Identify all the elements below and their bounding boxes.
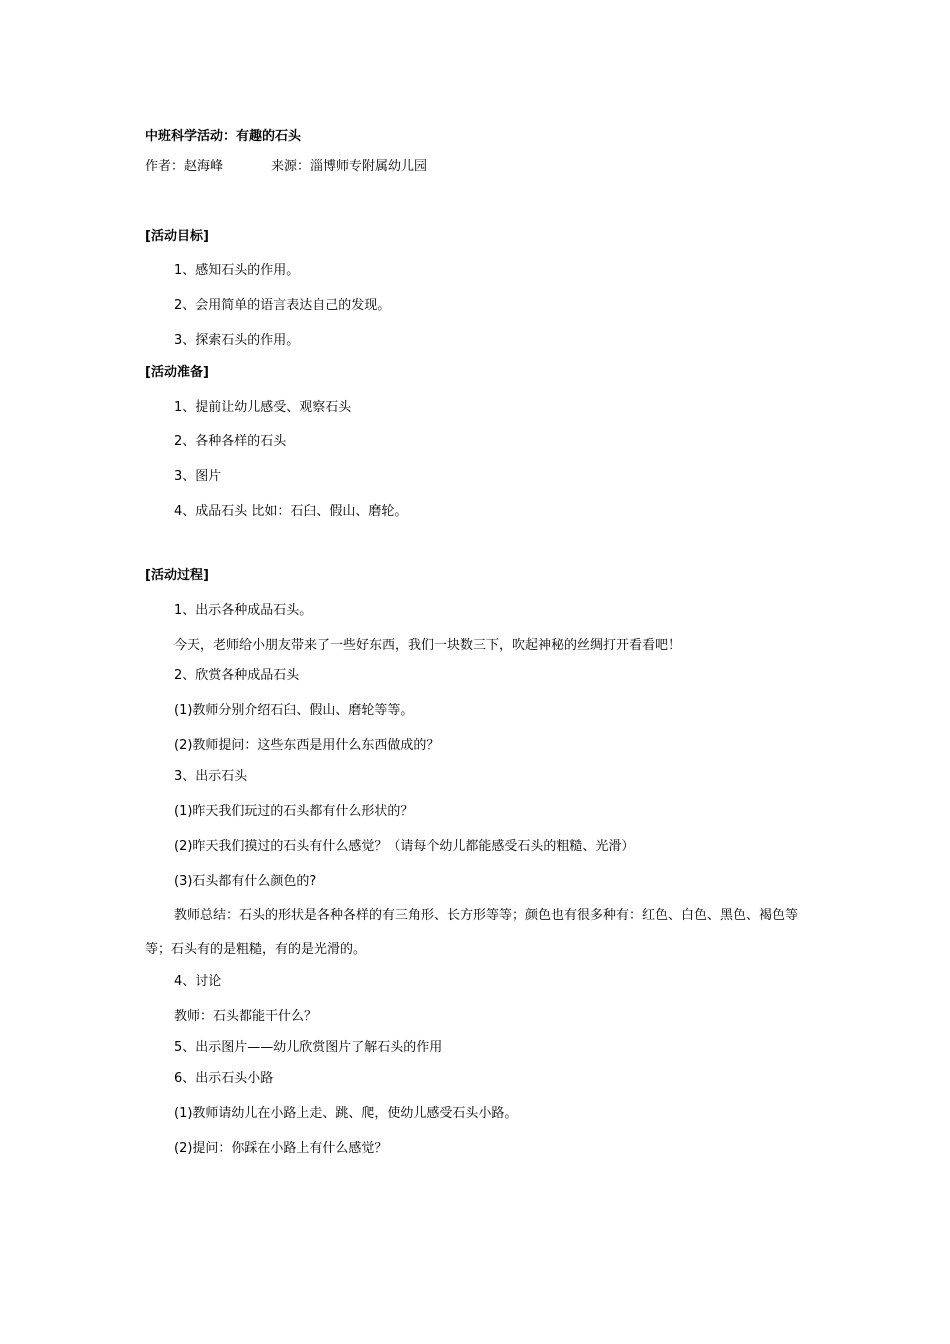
section-heading-goals: [活动目标] bbox=[145, 229, 209, 244]
teacher-summary: 教师总结：石头的形状是各种各样的有三角形、长方形等等；颜色也有很多种有：红色、白色、黑色、褐色等等；石头有的是粗糙，有的是光滑的。 bbox=[145, 908, 799, 957]
process-line: 1、出示各种成品石头。 bbox=[174, 603, 313, 618]
process-line: (1)教师分别介绍石臼、假山、磨轮等等。 bbox=[174, 703, 414, 718]
process-line: (2)教师提问：这些东西是用什么东西做成的？ bbox=[174, 738, 440, 753]
goal-item: 2、会用简单的语言表达自己的发现。 bbox=[174, 298, 391, 313]
section-heading-preparation: [活动准备] bbox=[145, 365, 209, 380]
preparation-item: 2、各种各样的石头 bbox=[174, 434, 287, 449]
process-line: 2、欣赏各种成品石头 bbox=[174, 668, 300, 683]
source: 来源：淄博师专附属幼儿园 bbox=[271, 159, 428, 174]
preparation-item: 1、提前让幼儿感受、观察石头 bbox=[174, 400, 352, 415]
goal-item: 3、探索石头的作用。 bbox=[174, 333, 300, 348]
document-title: 中班科学活动：有趣的石头 bbox=[145, 129, 302, 144]
process-line: 5、出示图片——幼儿欣赏图片了解石头的作用 bbox=[174, 1040, 443, 1055]
goal-item: 1、感知石头的作用。 bbox=[174, 263, 300, 278]
process-line: (3)石头都有什么颜色的? bbox=[174, 874, 317, 889]
process-line: (1)教师请幼儿在小路上走、跳、爬，使幼儿感受石头小路。 bbox=[174, 1106, 518, 1121]
author: 作者：赵海峰 bbox=[145, 159, 224, 174]
process-line: (2)昨天我们摸过的石头有什么感觉？（请每个幼儿都能感受石头的粗糙、光滑） bbox=[174, 839, 635, 854]
process-line: (2)提问：你踩在小路上有什么感觉？ bbox=[174, 1141, 388, 1156]
process-line: 3、出示石头 bbox=[174, 769, 248, 784]
process-line: 6、出示石头小路 bbox=[174, 1071, 274, 1086]
process-line: 教师：石头都能干什么？ bbox=[174, 1009, 318, 1024]
byline bbox=[145, 158, 427, 176]
process-line: (1)昨天我们玩过的石头都有什么形状的？ bbox=[174, 804, 414, 819]
preparation-item: 3、图片 bbox=[174, 469, 222, 484]
preparation-item: 4、成品石头 比如：石臼、假山、磨轮。 bbox=[174, 504, 408, 519]
section-heading-process: [活动过程] bbox=[145, 568, 209, 583]
process-line: 4、讨论 bbox=[174, 974, 222, 989]
process-line: 今天，老师给小朋友带来了一些好东西，我们一块数三下，吹起神秘的丝绸打开看看吧！ bbox=[174, 638, 682, 653]
